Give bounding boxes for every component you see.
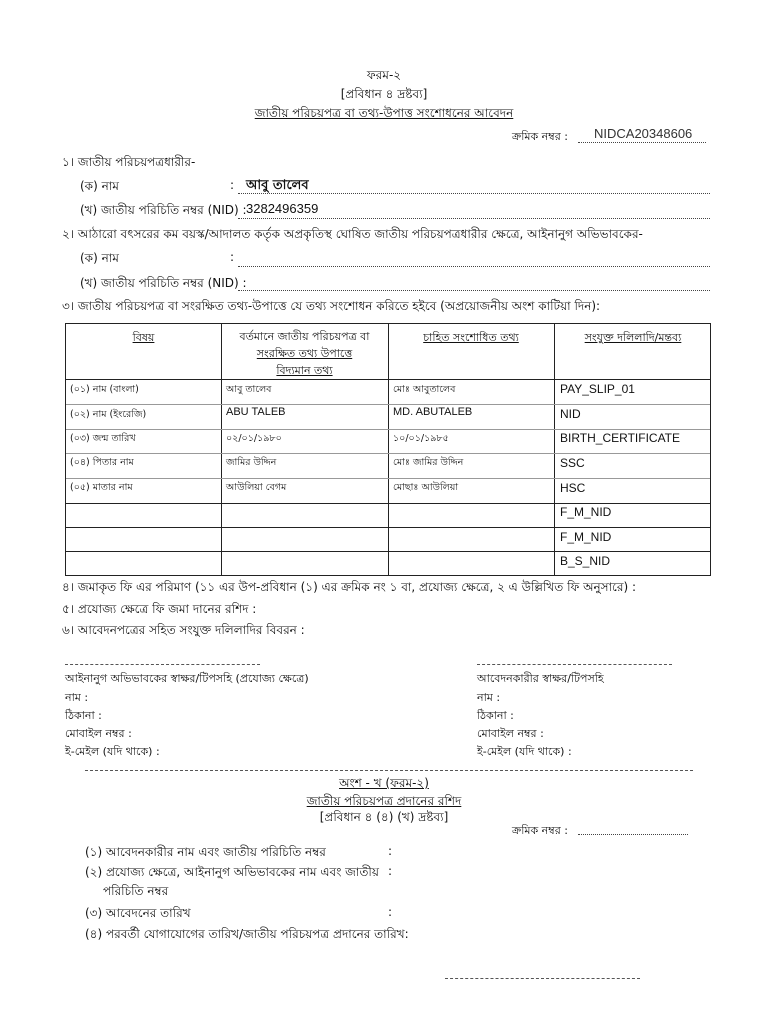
row3-current: ০২/০১/১৯৮০	[226, 433, 282, 444]
row1-current: আবু তালেব	[226, 384, 272, 395]
guardian-name-label: (ক) নাম	[80, 251, 119, 265]
receipt-signature-line[interactable]	[445, 978, 640, 979]
guardian-nid-label: (খ) জাতীয় পরিচিতি নম্বর (NID) :	[80, 276, 247, 290]
section-4-fee: ৪। জমাকৃত ফি এর পরিমাণ (১১ এর উপ-প্রবিধান (১) এর ক্রমিক নং ১ বা, প্রযোজ্য ক্ষেত্রে, ২ এ উল্লিখিত ফি অনুসারে) :	[62, 580, 637, 594]
header-attached: সংযুক্ত দলিলাদি/মন্তব্য	[584, 331, 682, 344]
holder-nid-value[interactable]: 3282496359	[246, 201, 319, 216]
receipt-serial-line[interactable]	[578, 834, 688, 835]
form-number: ফরম-২	[366, 68, 402, 82]
receipt-title: জাতীয় পরিচয়পত্র প্রদানের রশিদ	[306, 794, 462, 808]
row5-current: আউলিয়া বেগম	[226, 482, 287, 493]
applicant-mobile-field: মোবাইল নম্বর :	[477, 727, 544, 740]
row1-requested[interactable]: মোঃ আবুতালেব	[393, 384, 456, 395]
receipt-serial-label: ক্রমিক নম্বর :	[512, 824, 568, 837]
holder-nid-label: (খ) জাতীয় পরিচিতি নম্বর (NID) :	[80, 203, 247, 217]
receipt-item-2-line1: (২) প্রযোজ্য ক্ষেত্রে, আইনানুগ অভিভাবকের নাম এবং জাতীয়	[85, 865, 379, 879]
header-subject: বিষয়	[132, 331, 155, 344]
holder-nid-line	[238, 218, 710, 219]
applicant-name-field: নাম :	[477, 691, 501, 704]
row3-requested[interactable]: ১০/০১/১৯৮৫	[393, 433, 449, 444]
section-5-receipt: ৫। প্রযোজ্য ক্ষেত্রে ফি জমা দানের রশিদ :	[62, 602, 257, 616]
table-row-divider	[66, 453, 710, 454]
header-current-line1: বর্তমানে জাতীয় পরিচয়পত্র বা	[239, 330, 370, 343]
header-requested: চাহিত সংশোধিত তথ্য	[423, 331, 519, 344]
form-title: জাতীয় পরিচয়পত্র বা তথ্য-উপাত্ত সংশোধনের আবেদন	[254, 106, 514, 120]
row4-doc[interactable]: SSC	[560, 456, 585, 470]
row1-subject: (০১) নাম (বাংলা)	[70, 384, 139, 395]
serial-dotted-line	[578, 142, 706, 143]
table-row-divider	[66, 527, 710, 528]
header-current-line3: বিদ্যমান তথ্য	[276, 364, 333, 377]
row4-current: জামির উদ্দিন	[226, 457, 277, 468]
table-col-divider	[554, 324, 555, 575]
row4-requested[interactable]: মোঃ জামির উদ্দিন	[393, 457, 464, 468]
row2-current: ABU TALEB	[226, 406, 286, 418]
guardian-signature-label: আইনানুগ অভিভাবকের স্বাক্ষর/টিপসহি (প্রযোজ্য ক্ষেত্রে)	[65, 672, 309, 685]
header-current-line2: সংরক্ষিত তথ্য উপাত্তে	[256, 347, 353, 360]
guardian-name-line[interactable]	[238, 266, 710, 267]
holder-name-value[interactable]: আবু তালেব	[246, 178, 309, 193]
receipt-item-2-colon: :	[388, 864, 393, 878]
guardian-name-field: নাম :	[65, 691, 89, 704]
section-2-heading: ২। আঠারো বৎসরের কম বয়স্ক/আদালত কর্তৃক অপ্রকৃতিস্থ ঘোষিত জাতীয় পরিচয়পত্রধারীর ক্ষেত্রে, আইনানুগ অভিভাবকের-	[62, 227, 643, 241]
guardian-name-colon: :	[230, 250, 235, 264]
applicant-signature-line[interactable]	[477, 664, 672, 665]
section-6-attachments: ৬। আবেদনপত্রের সহিত সংযুক্ত দলিলাদির বিবরন :	[62, 623, 305, 637]
receipt-item-1-colon: :	[388, 844, 393, 858]
table-row-divider	[66, 429, 710, 430]
receipt-part: অংশ - খ (ফরম-২)	[339, 776, 429, 790]
applicant-address-field: ঠিকানা :	[477, 709, 514, 722]
table-row-divider	[66, 551, 710, 552]
rule-reference: [প্রবিধান ৪ দ্রষ্টব্য]	[340, 87, 428, 101]
guardian-address-field: ঠিকানা :	[65, 709, 102, 722]
receipt-item-3-colon: :	[388, 905, 393, 919]
holder-name-label: (ক) নাম	[80, 179, 119, 193]
table-row-divider	[66, 503, 710, 504]
guardian-email-field: ই-মেইল (যদি থাকে) :	[65, 745, 160, 758]
section-1-heading: ১। জাতীয় পরিচয়পত্রধারীর-	[62, 155, 196, 169]
table-header-divider	[66, 379, 710, 380]
correction-table	[65, 323, 711, 576]
cut-line	[85, 770, 693, 771]
row5-doc[interactable]: HSC	[560, 481, 586, 495]
holder-name-line	[238, 193, 710, 194]
table-row-divider	[66, 404, 710, 405]
guardian-nid-line[interactable]	[238, 290, 710, 291]
holder-name-colon: :	[230, 178, 235, 192]
table-row-divider	[66, 478, 710, 479]
row3-doc[interactable]: BIRTH_CERTIFICATE	[560, 431, 681, 445]
applicant-signature-label: আবেদনকারীর স্বাক্ষর/টিপসহি	[477, 672, 604, 685]
row8-doc[interactable]: B_S_NID	[560, 554, 611, 568]
receipt-item-4: (৪) পরবর্তী যোগাযোগের তারিখ/জাতীয় পরিচয়পত্র প্রদানের তারিখ:	[85, 927, 409, 941]
receipt-item-2-line2: পরিচিতি নম্বর	[103, 884, 169, 898]
row2-doc[interactable]: NID	[560, 407, 581, 421]
serial-label: ক্রমিক নম্বর :	[512, 130, 568, 143]
table-col-divider	[388, 324, 389, 575]
row1-doc[interactable]: PAY_SLIP_01	[560, 382, 635, 396]
receipt-item-1: (১) আবেদনকারীর নাম এবং জাতীয় পরিচিতি নম্বর	[85, 845, 326, 859]
row5-subject: (০৫) মাতার নাম	[70, 482, 133, 493]
receipt-item-3: (৩) আবেদনের তারিখ	[85, 906, 191, 920]
row4-subject: (০৪) পিতার নাম	[70, 457, 134, 468]
section-3-heading: ৩। জাতীয় পরিচয়পত্র বা সংরক্ষিত তথ্য-উপাত্তে যে তথ্য সংশোধন করিতে হইবে (অপ্রয়োজনীয় অংশ কাটিয়া দিন):	[62, 299, 601, 313]
serial-number: NIDCA20348606	[594, 126, 693, 141]
guardian-signature-line[interactable]	[65, 664, 260, 665]
row6-doc[interactable]: F_M_NID	[560, 505, 612, 519]
guardian-mobile-field: মোবাইল নম্বর :	[65, 727, 132, 740]
row3-subject: (০৩) জন্ম তারিখ	[70, 433, 136, 444]
row7-doc[interactable]: F_M_NID	[560, 530, 612, 544]
row2-requested[interactable]: MD. ABUTALEB	[393, 406, 473, 418]
applicant-email-field: ই-মেইল (যদি থাকে) :	[477, 745, 572, 758]
receipt-rule-reference: [প্রবিধান ৪ (৪) (খ) দ্রষ্টব্য]	[319, 810, 449, 824]
row5-requested[interactable]: মোছাঃ আউলিয়া	[393, 482, 459, 493]
row2-subject: (০২) নাম (ইংরেজি)	[70, 409, 147, 420]
